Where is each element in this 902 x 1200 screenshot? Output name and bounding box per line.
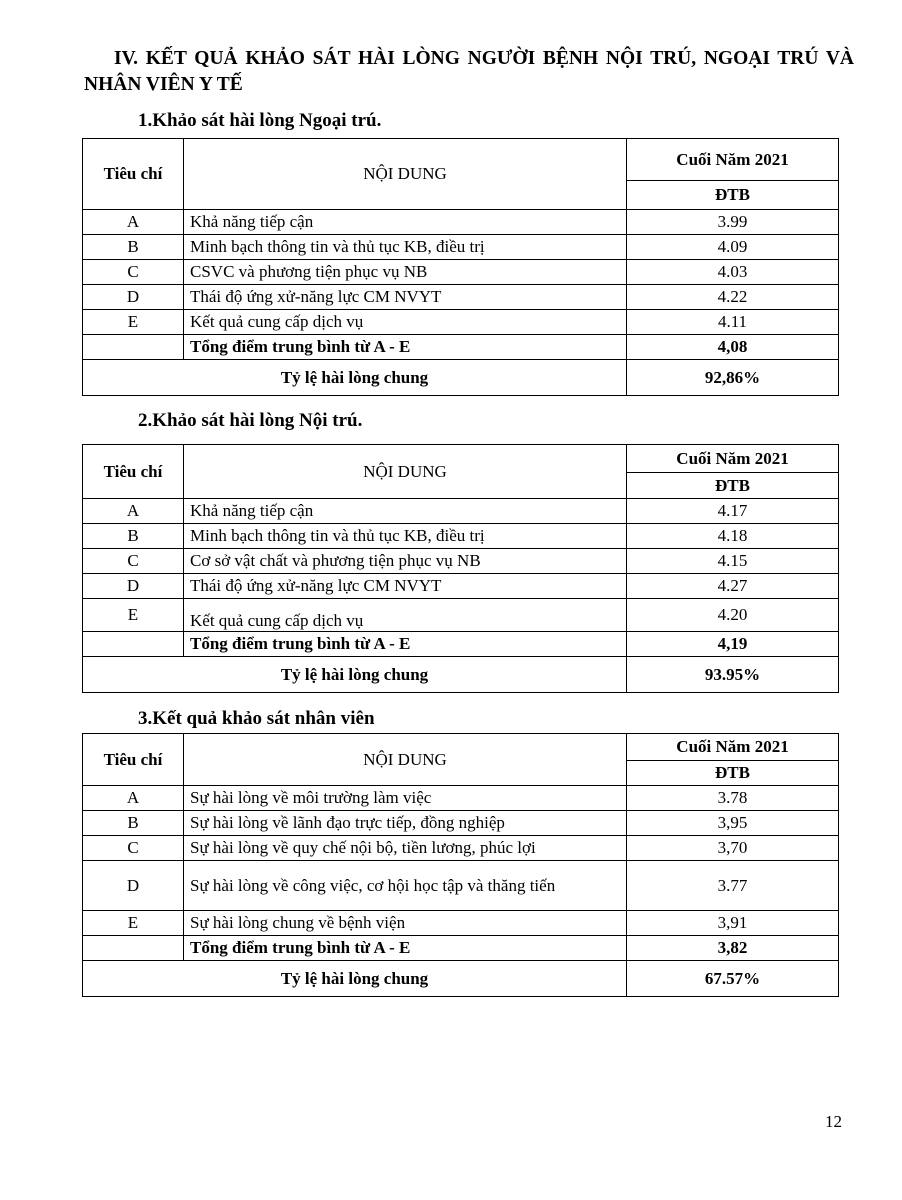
table-header-row	[83, 734, 839, 761]
header-period: Cuối Năm 2021	[627, 734, 839, 761]
row-code: B	[83, 235, 184, 260]
row-score: 4.27	[627, 574, 839, 599]
total-row	[83, 632, 839, 657]
table-row	[83, 599, 839, 632]
table-row	[83, 310, 839, 335]
section-heading-staff: 3.Kết quả khảo sát nhân viên	[138, 708, 375, 729]
row-code: B	[83, 524, 184, 549]
row-content: Cơ sở vật chất và phương tiện phục vụ NB	[184, 549, 627, 574]
table-row	[83, 210, 839, 235]
row-score: 4.03	[627, 260, 839, 285]
table-row	[83, 285, 839, 310]
table-row	[83, 235, 839, 260]
table-row	[83, 574, 839, 599]
row-content: Minh bạch thông tin và thủ tục KB, điều trị	[184, 524, 627, 549]
section-heading-outpatient: 1.Khảo sát hài lòng Ngoại trú.	[138, 110, 382, 131]
rate-row	[83, 360, 839, 396]
table-header-row	[83, 139, 839, 181]
row-score: 3,70	[627, 836, 839, 861]
header-criteria: Tiêu chí	[83, 734, 184, 786]
row-code: D	[83, 285, 184, 310]
header-criteria: Tiêu chí	[83, 445, 184, 499]
total-score: 3,82	[627, 936, 839, 961]
row-code: E	[83, 599, 184, 632]
table-row	[83, 861, 839, 911]
total-label: Tổng điểm trung bình từ A - E	[184, 632, 627, 657]
header-score: ĐTB	[627, 761, 839, 786]
row-code: C	[83, 260, 184, 285]
header-content: NỘI DUNG	[184, 445, 627, 499]
table-row	[83, 549, 839, 574]
row-code-empty	[83, 936, 184, 961]
rate-value: 92,86%	[627, 360, 839, 396]
row-code: D	[83, 861, 184, 911]
header-period: Cuối Năm 2021	[627, 139, 839, 181]
row-code-empty	[83, 335, 184, 360]
table-row	[83, 786, 839, 811]
row-content: Kết quả cung cấp dịch vụ	[184, 599, 627, 632]
row-score: 3.99	[627, 210, 839, 235]
rate-value: 93.95%	[627, 657, 839, 693]
row-code: B	[83, 811, 184, 836]
header-score: ĐTB	[627, 181, 839, 210]
row-content: Thái độ ứng xử-năng lực CM NVYT	[184, 285, 627, 310]
rate-value: 67.57%	[627, 961, 839, 997]
row-content: Khả năng tiếp cận	[184, 210, 627, 235]
table-row	[83, 836, 839, 861]
row-content: Kết quả cung cấp dịch vụ	[184, 310, 627, 335]
row-code: E	[83, 911, 184, 936]
page-number: 12	[825, 1112, 842, 1131]
row-score: 4.18	[627, 524, 839, 549]
table-row	[83, 911, 839, 936]
row-content: Sự hài lòng về quy chế nội bộ, tiền lương, phúc lợi	[184, 836, 627, 861]
header-content: NỘI DUNG	[184, 139, 627, 210]
row-content: Minh bạch thông tin và thủ tục KB, điều trị	[184, 235, 627, 260]
table-row	[83, 811, 839, 836]
row-content: Sự hài lòng về công việc, cơ hội học tập và thăng tiến	[184, 861, 627, 911]
row-code-empty	[83, 632, 184, 657]
total-label: Tổng điểm trung bình từ A - E	[184, 936, 627, 961]
header-content: NỘI DUNG	[184, 734, 627, 786]
row-code: C	[83, 836, 184, 861]
table-inpatient	[82, 444, 839, 693]
table-row	[83, 499, 839, 524]
row-score: 3.78	[627, 786, 839, 811]
row-code: D	[83, 574, 184, 599]
row-code: C	[83, 549, 184, 574]
row-score: 4.15	[627, 549, 839, 574]
table-row	[83, 260, 839, 285]
rate-row	[83, 961, 839, 997]
row-score: 4.20	[627, 599, 839, 632]
row-code: A	[83, 210, 184, 235]
header-criteria: Tiêu chí	[83, 139, 184, 210]
row-score: 4.22	[627, 285, 839, 310]
row-content: Khả năng tiếp cận	[184, 499, 627, 524]
row-score: 3,95	[627, 811, 839, 836]
row-content: Thái độ ứng xử-năng lực CM NVYT	[184, 574, 627, 599]
total-score: 4,08	[627, 335, 839, 360]
table-row	[83, 524, 839, 549]
table-staff	[82, 733, 839, 997]
rate-row	[83, 657, 839, 693]
rate-label: Tỷ lệ hài lòng chung	[83, 360, 627, 396]
row-score: 4.09	[627, 235, 839, 260]
row-content: Sự hài lòng về lãnh đạo trực tiếp, đồng nghiệp	[184, 811, 627, 836]
header-period: Cuối Năm 2021	[627, 445, 839, 473]
row-code: A	[83, 786, 184, 811]
row-score: 4.17	[627, 499, 839, 524]
total-row	[83, 936, 839, 961]
section-heading-inpatient: 2.Khảo sát hài lòng Nội trú.	[138, 410, 363, 431]
total-score: 4,19	[627, 632, 839, 657]
row-code: A	[83, 499, 184, 524]
rate-label: Tỷ lệ hài lòng chung	[83, 657, 627, 693]
row-code: E	[83, 310, 184, 335]
header-score: ĐTB	[627, 473, 839, 499]
table-header-row	[83, 445, 839, 473]
total-row	[83, 335, 839, 360]
row-score: 4.11	[627, 310, 839, 335]
row-content: Sự hài lòng chung về bệnh viện	[184, 911, 627, 936]
row-content: Sự hài lòng về môi trường làm việc	[184, 786, 627, 811]
row-score: 3,91	[627, 911, 839, 936]
row-content: CSVC và phương tiện phục vụ NB	[184, 260, 627, 285]
row-score: 3.77	[627, 861, 839, 911]
total-label: Tổng điểm trung bình từ A - E	[184, 335, 627, 360]
rate-label: Tỷ lệ hài lòng chung	[83, 961, 627, 997]
page-title: IV. KẾT QUẢ KHẢO SÁT HÀI LÒNG NGƯỜI BỆNH NỘI TRÚ, NGOẠI TRÚ VÀ NHÂN VIÊN Y TẾ	[84, 48, 854, 95]
table-outpatient	[82, 138, 839, 396]
